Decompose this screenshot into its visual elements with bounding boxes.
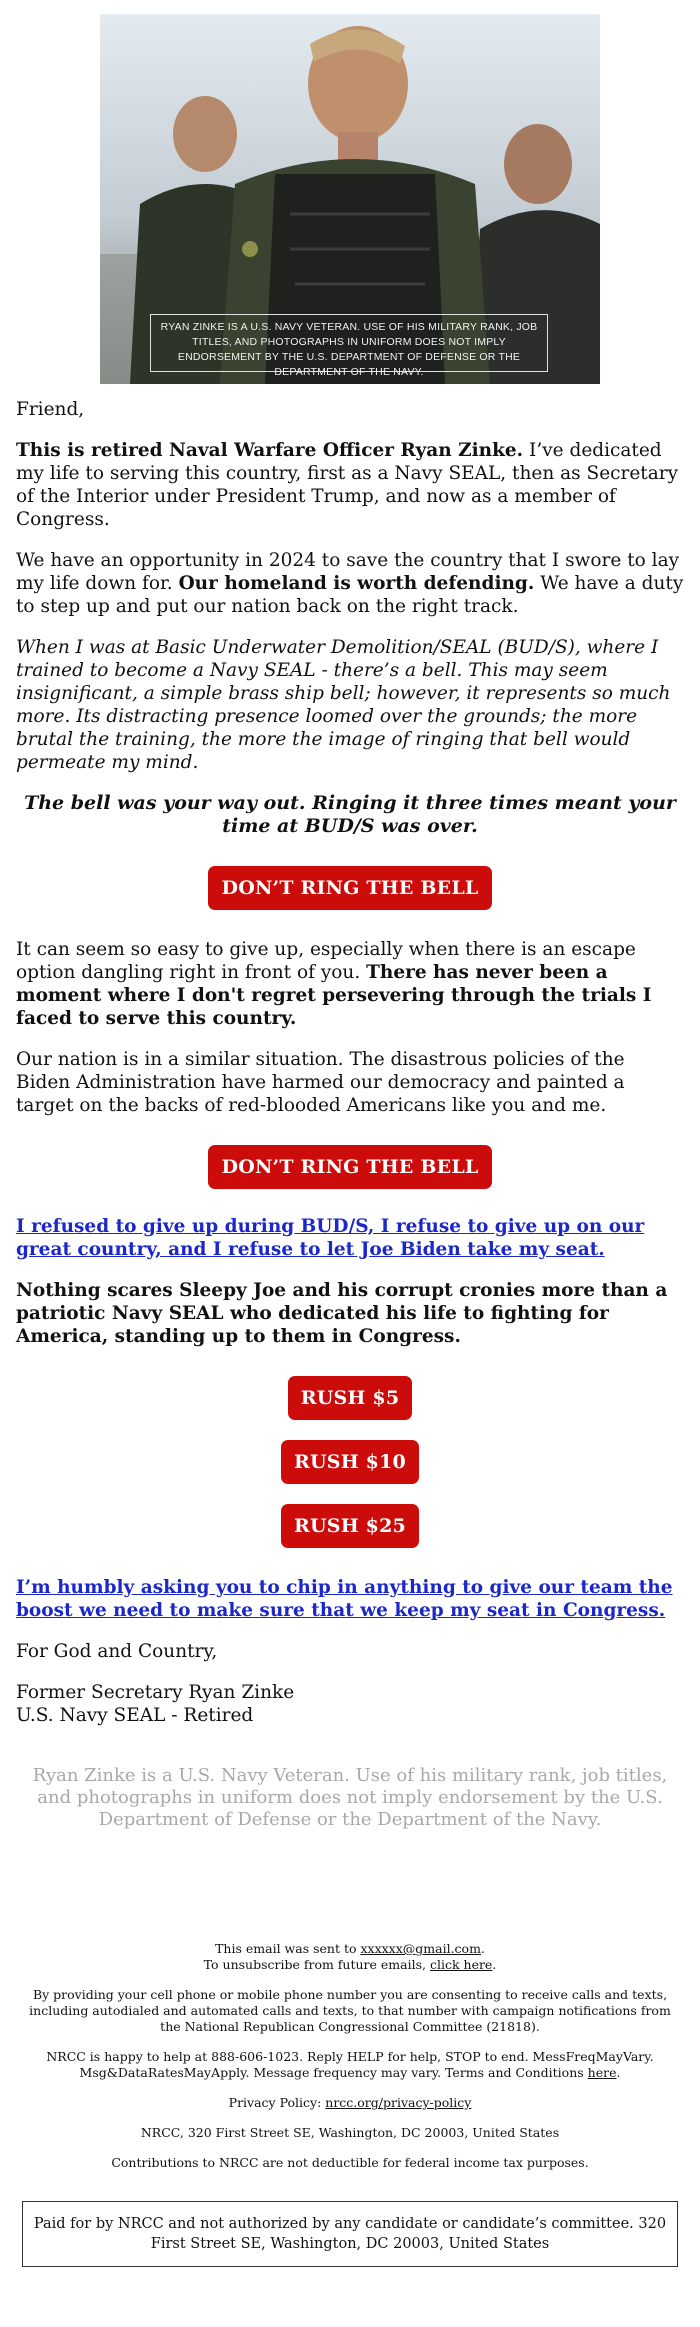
sent-suffix: .: [480, 1941, 485, 1956]
rush-25-button[interactable]: RUSH $25: [281, 1504, 419, 1548]
bell-story-paragraph: When I was at Basic Underwater Demolition/SEAL (BUD/S), where I trained to become a Navy SEAL - there’s a bell. This may seem insignificant, a simple brass ship bell; however, it represents so much more. Its distracting presence loomed over the grounds; the more brutal the training, the more the image of ringing that bell would permeate my mind.: [16, 637, 671, 773]
sms-line: [16, 2049, 684, 2081]
intro-paragraph: [16, 439, 684, 531]
give-up-paragraph: [16, 938, 684, 1030]
refused-link[interactable]: I refused to give up during BUD/S, I refuse to give up on our great country, and I refuse to let Joe Biden take my seat.: [16, 1216, 645, 1260]
signoff: For God and Country,: [16, 1641, 218, 1662]
email-body: [8, 14, 692, 2287]
rush-10-button[interactable]: RUSH $10: [281, 1440, 419, 1484]
bell-button-row-2: [16, 1145, 684, 1189]
unsubscribe-line: [16, 1957, 684, 1973]
address-line: NRCC, 320 First Street SE, Washington, DC 20003, United States: [140, 2125, 560, 2140]
consent-text: By providing your cell phone or mobile phone number you are consenting to receive calls and texts, including autodialed and automated calls and texts, to that number with campaign notifications from the National Republican Congressional Committee (21818).: [29, 1987, 671, 2034]
give-up-start: It can seem so easy to give up, especially when there is an escape option dangling right in front of you.: [16, 939, 636, 983]
chip-in-paragraph: [16, 1576, 684, 1622]
opportunity-start: We have an opportunity in 2024 to save the country that I swore to lay my life down for.: [16, 550, 680, 594]
bell-button-row-1: [16, 866, 684, 910]
intro-bold: This is retired Naval Warfare Officer Ryan Zinke.: [16, 440, 524, 461]
sent-to-line: [16, 1941, 684, 1957]
tax-line: Contributions to NRCC are not deductible for federal income tax purposes.: [111, 2155, 589, 2170]
paid-for-text: Paid for by NRCC and not authorized by any candidate or candidate’s committee. 320 First Street SE, Washington, DC 20003, United States: [33, 2216, 667, 2252]
unsubscribe-suffix: .: [492, 1957, 497, 1972]
sleepy-joe-paragraph: Nothing scares Sleepy Joe and his corrupt cronies more than a patriotic Navy SEAL who dedicated his life to fighting for America, standing up to them in Congress.: [16, 1280, 668, 1347]
unsubscribe-link[interactable]: click here: [429, 1957, 493, 1972]
privacy-policy-link[interactable]: nrcc.org/privacy-policy: [325, 2095, 472, 2110]
give-up-bold: There has never been a moment where I don't regret persevering through the trials I faced to serve this country.: [16, 962, 652, 1029]
sms-suffix: .: [616, 2065, 621, 2080]
dont-ring-bell-button-2[interactable]: DON’T RING THE BELL: [208, 1145, 493, 1189]
opportunity-bold: Our homeland is worth defending.: [178, 573, 535, 594]
terms-link[interactable]: here: [587, 2065, 617, 2080]
privacy-prefix: Privacy Policy:: [228, 2095, 326, 2110]
hero-photo: [100, 14, 600, 384]
hero-caption: RYAN ZINKE IS A U.S. NAVY VETERAN. USE OF HIS MILITARY RANK, JOB TITLES, AND PHOTOGRAPHS IN UNIFORM DOES NOT IMPLY ENDORSEMENT BY THE U.S. DEPARTMENT OF DEFENSE OR THE DEPARTMENT OF THE NAVY.: [150, 314, 548, 372]
greeting: Friend,: [16, 399, 85, 420]
signature-line-1: Former Secretary Ryan Zinke: [16, 1682, 295, 1703]
veteran-disclaimer: Ryan Zinke is a U.S. Navy Veteran. Use of his military rank, job titles, and photographs in uniform does not imply endorsement by the U.S. Department of Defense or the Department of the Navy.: [32, 1765, 668, 1830]
opportunity-paragraph: [16, 549, 684, 618]
paid-for-box: [22, 2201, 678, 2267]
opportunity-end: We have a duty to step up and put our nation back on the right track.: [16, 573, 684, 617]
footer: [16, 1941, 684, 2171]
rush-5-button[interactable]: RUSH $5: [288, 1376, 413, 1420]
chip-in-link[interactable]: I’m humbly asking you to chip in anything to give our team the boost we need to make sure that we keep my seat in Congress.: [16, 1577, 673, 1621]
dont-ring-bell-button-1[interactable]: DON’T RING THE BELL: [208, 866, 493, 910]
nation-paragraph: Our nation is in a similar situation. The disastrous policies of the Biden Administration have harmed our democracy and painted a target on the backs of red-blooded Americans like you and me.: [16, 1049, 625, 1116]
unsubscribe-prefix: To unsubscribe from future emails,: [203, 1957, 430, 1972]
signature-line-2: U.S. Navy SEAL - Retired: [16, 1705, 254, 1726]
bottom-spacer: [16, 2267, 684, 2287]
privacy-line: [16, 2095, 684, 2111]
recipient-email-link[interactable]: xxxxxx@gmail.com: [360, 1941, 481, 1956]
intro-rest: I’ve dedicated my life to serving this country, first as a Navy SEAL, then as Secretary of the Interior under President Trump, and now as a member of Congress.: [16, 440, 679, 530]
rush-5-row: [16, 1376, 684, 1420]
bell-callout: The bell was your way out. Ringing it three times meant your time at BUD/S was over.: [24, 792, 676, 837]
rush-25-row: [16, 1504, 684, 1548]
sent-prefix: This email was sent to: [215, 1941, 361, 1956]
refused-paragraph: [16, 1215, 684, 1261]
sms-prefix: NRCC is happy to help at 888-606-1023. Reply HELP for help, STOP to end. MessFreqMayVary. Msg&DataRatesMayApply. Message frequency may vary. Terms and Conditions: [46, 2049, 654, 2080]
rush-10-row: [16, 1440, 684, 1484]
